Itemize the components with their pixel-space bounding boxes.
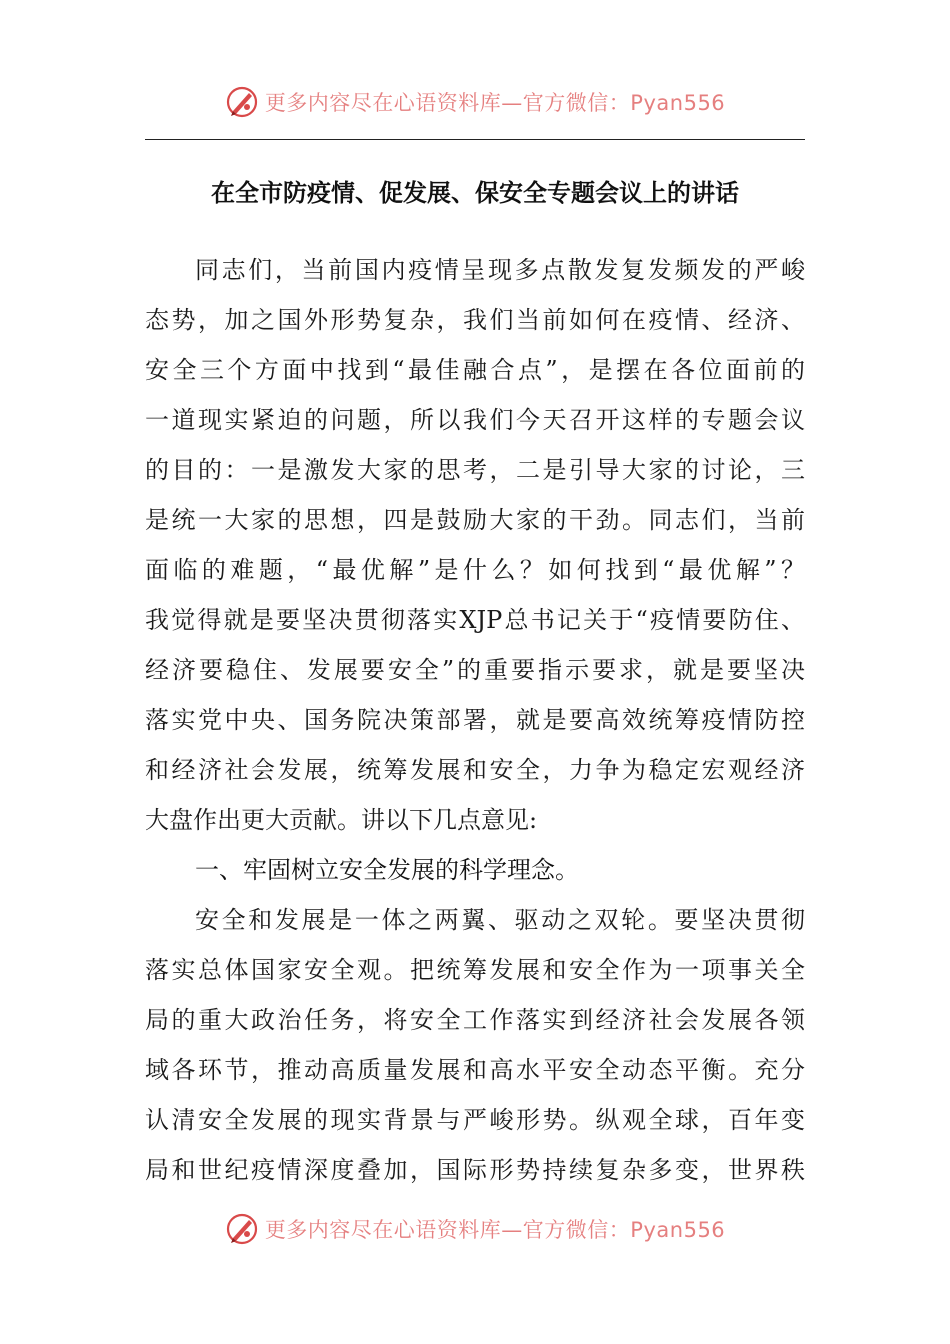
section-heading: 一、牢固树立安全发展的科学理念。 xyxy=(195,856,579,884)
paragraph-line: 域各环节，推动高质量发展和高水平安全动态平衡。充分 xyxy=(145,1056,805,1084)
paragraph-line: 是统一大家的思想，四是鼓励大家的干劲。同志们，当前 xyxy=(145,506,805,534)
footer-watermark xyxy=(0,1209,950,1249)
paragraph-line: 和经济社会发展，统筹发展和安全，力争为稳定宏观经济 xyxy=(145,756,805,784)
paragraph-line: 态势，加之国外形势复杂，我们当前如何在疫情、经济、 xyxy=(145,306,805,334)
watermark-text: 更多内容尽在心语资料库—官方微信：Pyan556 xyxy=(264,91,726,115)
paragraph-line: 我觉得就是要坚决贯彻落实XJP总书记关于“疫情要防住、 xyxy=(145,606,805,634)
pen-circle-logo-icon xyxy=(225,1212,259,1246)
paragraph-line: 的目的：一是激发大家的思考，二是引导大家的讨论，三 xyxy=(145,456,805,484)
document-body xyxy=(145,245,805,1195)
document-title: 在全市防疫情、促发展、保安全专题会议上的讲话 xyxy=(211,179,739,207)
paragraph-line: 落实总体国家安全观。把统筹发展和安全作为一项事关全 xyxy=(145,956,805,984)
paragraph-line: 安全三个方面中找到“最佳融合点”，是摆在各位面前的 xyxy=(145,356,805,384)
paragraph-line: 局和世纪疫情深度叠加，国际形势持续复杂多变，世界秩 xyxy=(145,1156,805,1184)
paragraph-line: 经济要稳住、发展要安全”的重要指示要求，就是要坚决 xyxy=(145,656,805,684)
watermark-text: 更多内容尽在心语资料库—官方微信：Pyan556 xyxy=(264,1218,726,1242)
paragraph-line: 落实党中央、国务院决策部署，就是要高效统筹疫情防控 xyxy=(145,706,805,734)
header-divider xyxy=(145,139,805,140)
paragraph-line: 大盘作出更大贡献。讲以下几点意见: xyxy=(145,806,538,834)
paragraph-line: 一道现实紧迫的问题，所以我们今天召开这样的专题会议 xyxy=(145,406,805,434)
paragraph-line: 安全和发展是一体之两翼、驱动之双轮。要坚决贯彻 xyxy=(195,906,805,934)
paragraph-line: 认清安全发展的现实背景与严峻形势。纵观全球，百年变 xyxy=(145,1106,805,1134)
paragraph-line: 面临的难题，“最优解”是什么？如何找到“最优解”？ xyxy=(145,556,805,584)
paragraph-line: 同志们，当前国内疫情呈现多点散发复发频发的严峻 xyxy=(195,256,805,284)
pen-circle-logo-icon xyxy=(225,85,259,119)
paragraph-line: 局的重大政治任务，将安全工作落实到经济社会发展各领 xyxy=(145,1006,805,1034)
header-watermark xyxy=(0,82,950,122)
